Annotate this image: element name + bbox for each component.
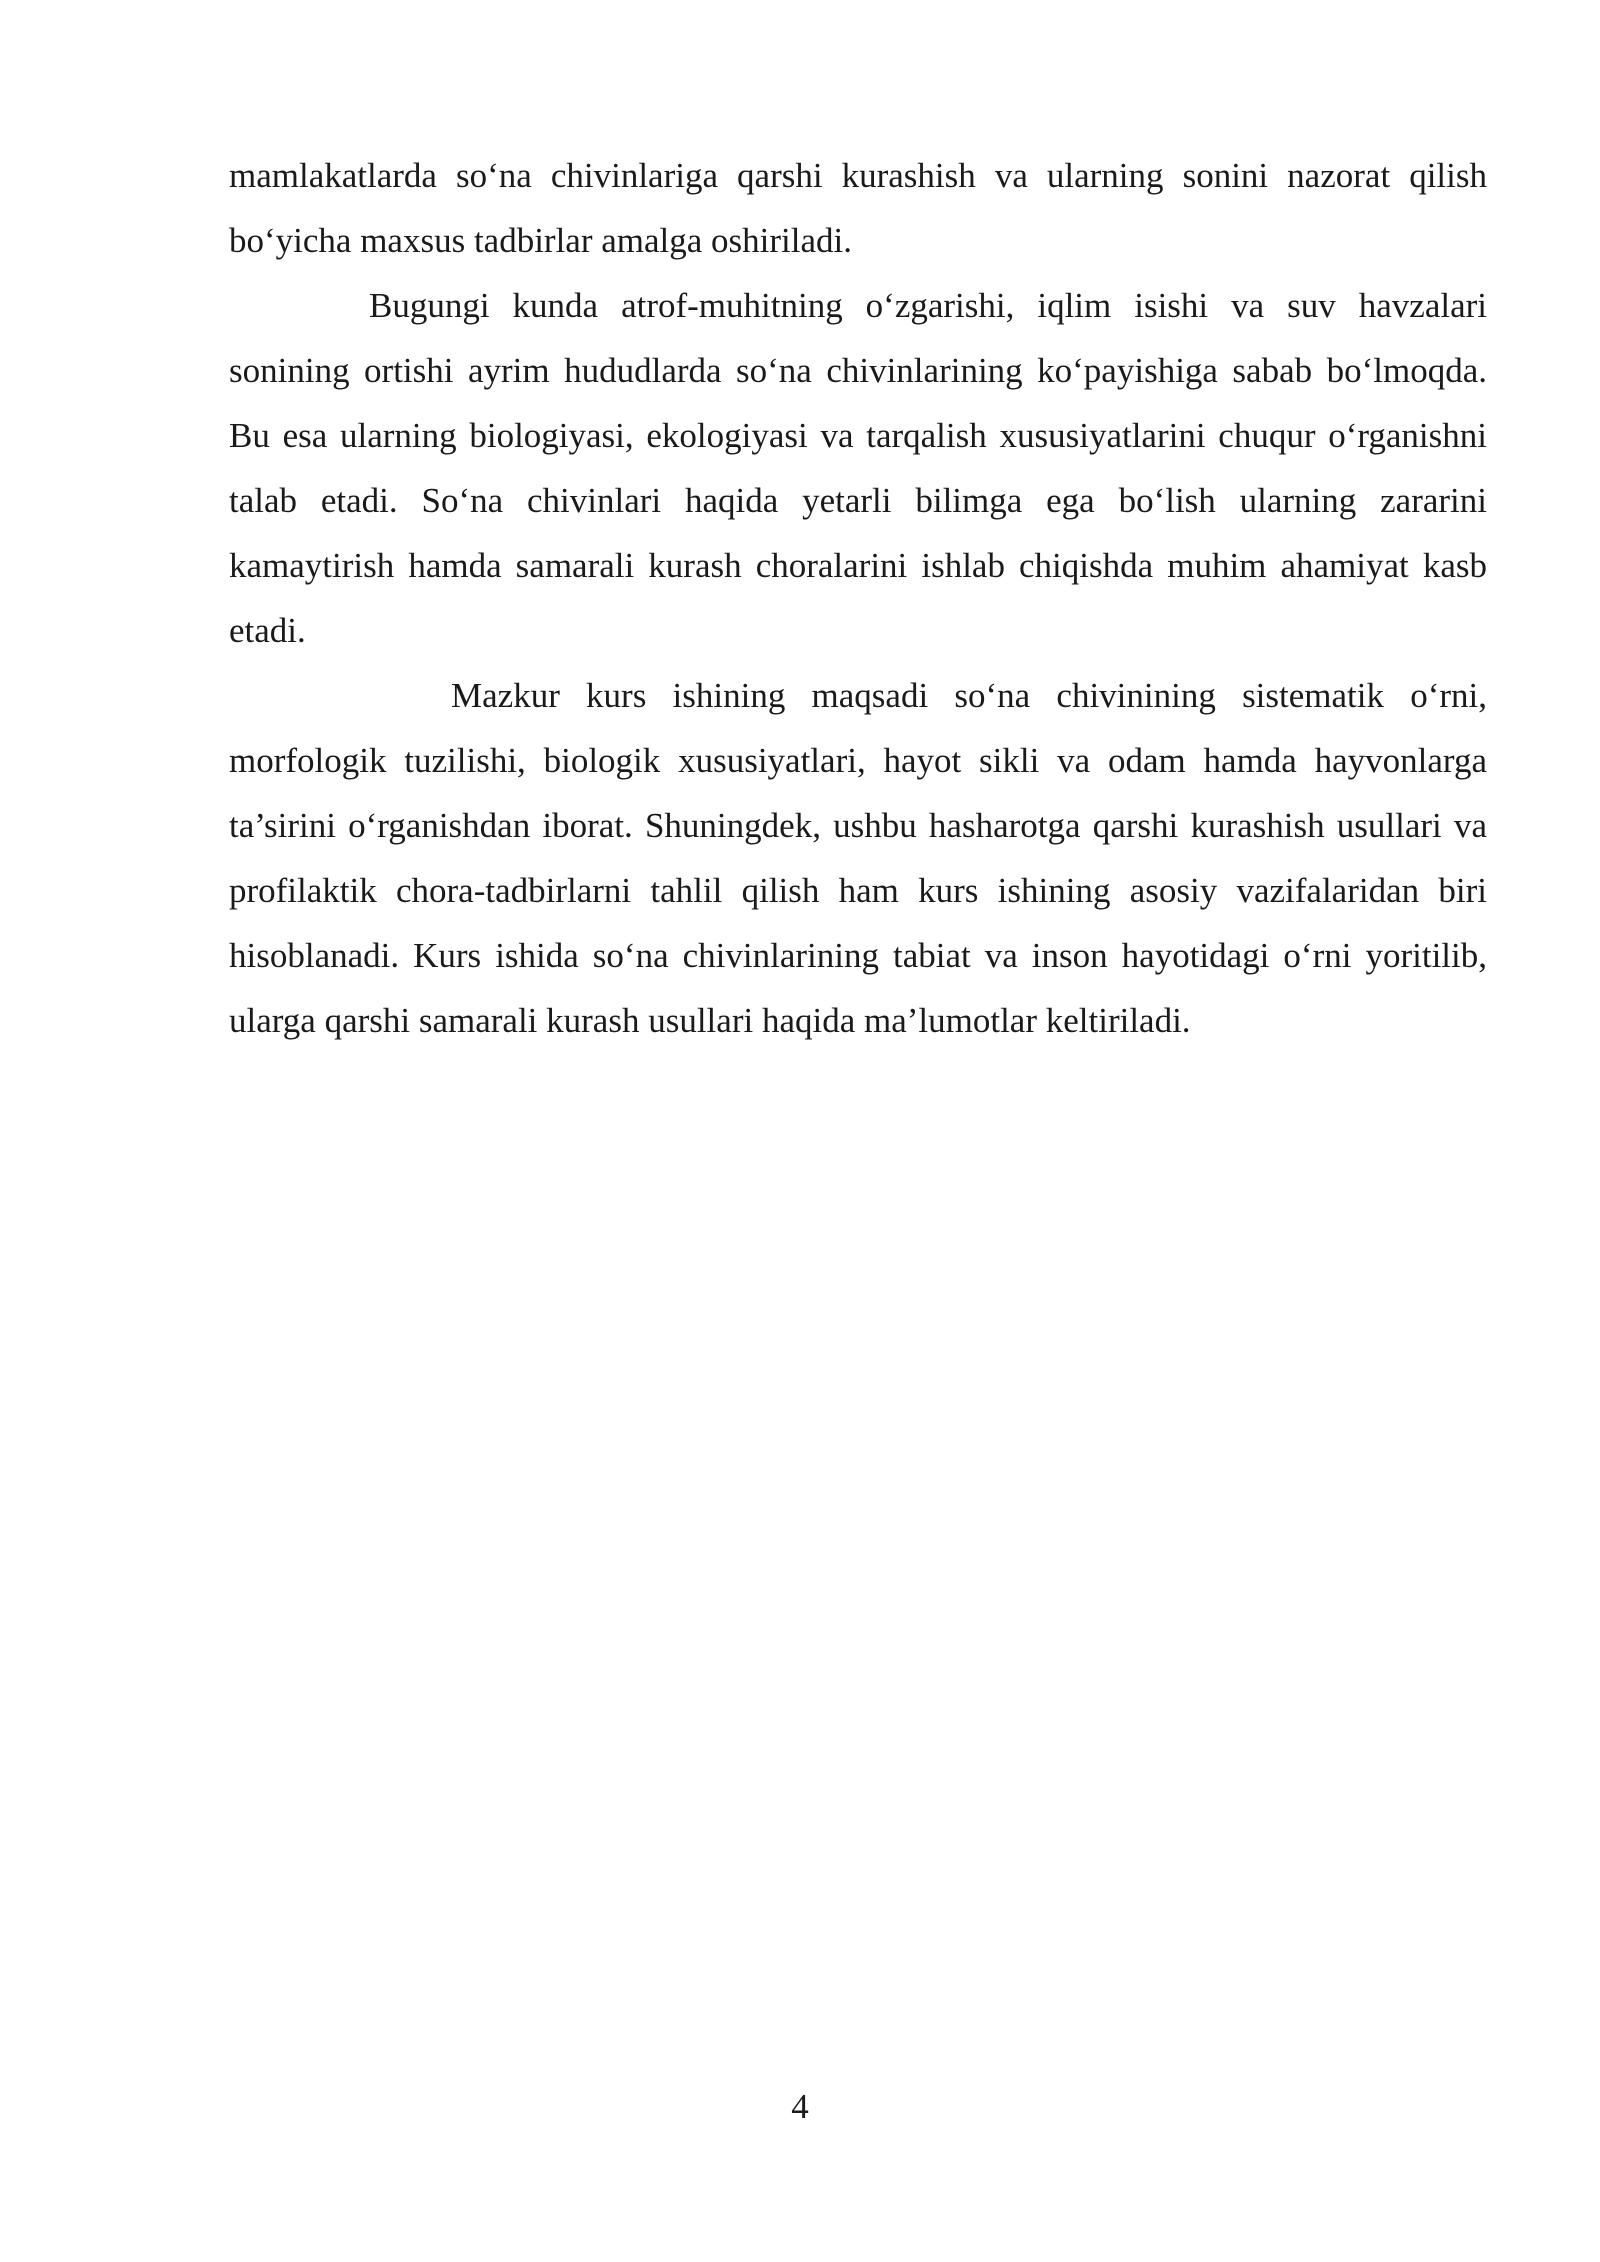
paragraph-continuation: mamlakatlarda so‘na chivinlariga qarshi kurashish va ularning sonini nazorat qilish bo‘yicha maxsus tadbirlar amalga oshiriladi. <box>229 156 1487 260</box>
paragraph-course-goal: Mazkur kurs ishining maqsadi so‘na chivinining sistematik o‘rni, morfologik tuzilishi, biologik xususiyatlari, hayot sikli va odam hamda hayvonlarga ta’sirini o‘rganishdan iborat. Shuningdek, ushbu hasharotga qarshi kurashish usullari va profilaktik chora-tadbirlarni tahlil qilish ham kurs ishining asosiy vazifalaridan biri hisoblanadi. Kurs ishida so‘na chivinlarining tabiat va inson hayotidagi o‘rni yoritilib, ularga qarshi samarali kurash usullari haqida ma’lumotlar keltiriladi. <box>229 676 1487 1040</box>
page-number: 4 <box>791 2087 809 2126</box>
paragraph-current-situation: Bugungi kunda atrof-muhitning o‘zgarishi, iqlim isishi va suv havzalari sonining ortishi ayrim hududlarda so‘na chivinlarining ko‘payishiga sabab bo‘lmoqda. Bu esa ularning biologiyasi, ekologiyasi va tarqalish xususiyatlarini chuqur o‘rganishni talab etadi. So‘na chivinlari haqida yetarli bilimga ega bo‘lish ularning zararini kamaytirish hamda samarali kurash choralarini ishlab chiqishda muhim ahamiyat kasb etadi. <box>229 286 1487 650</box>
body-text <box>229 143 1487 1053</box>
